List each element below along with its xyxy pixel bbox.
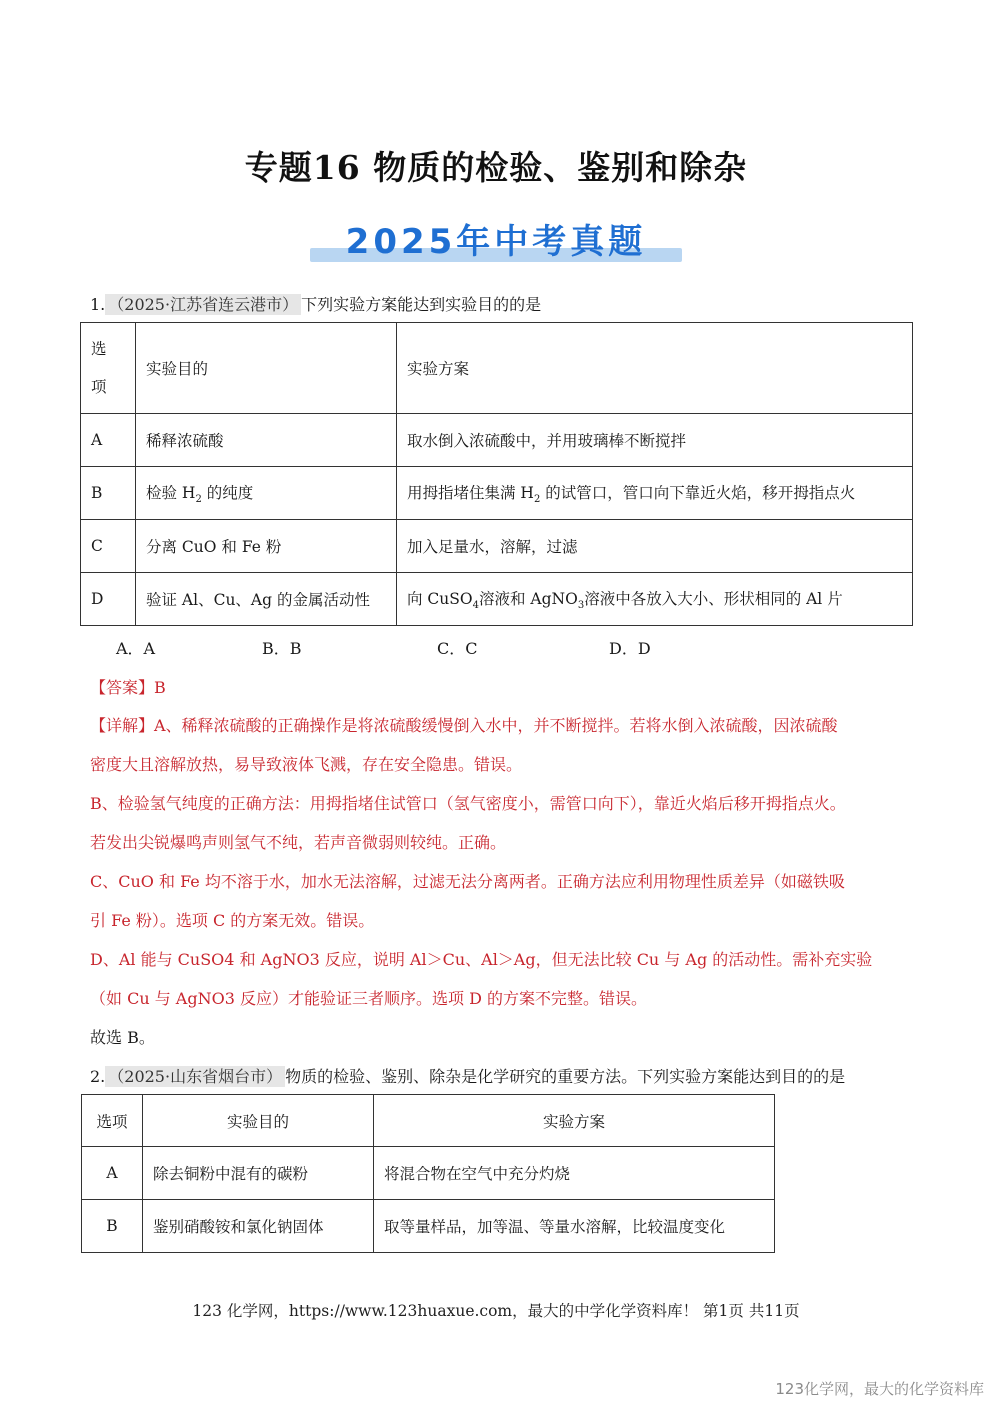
table-header-row [81,323,913,414]
row-option: B [81,467,136,520]
table-row [81,573,913,626]
choice-c: C．C [437,639,478,658]
detail-line: D、Al 能与 CuSO4 和 AgNO3 反应，说明 Al＞Cu、Al＞Ag，但无法比较 Cu 与 Ag 的活动性。需补充实验 [90,950,873,969]
row-plan: 向 CuSO$_4$溶液和 AgNO$_3$溶液中各放入大小、形状相同的 Al 片 [397,573,913,626]
row-plan: 用拇指堵住集满 $H_2$ 的试管口，管口向下靠近火焰，移开拇指点火 [397,467,913,520]
question-1-stem [90,292,541,315]
year-banner [310,214,682,264]
question-text: 物质的检验、鉴别、除杂是化学研究的重要方法。下列实验方案能达到目的的是 [285,1067,846,1086]
row-option: B [82,1200,143,1253]
row-goal: 检验 $H_2$ 的纯度 [136,467,397,520]
detail-line: C、CuO 和 Fe 均不溶于水，加水无法溶解，过滤无法分离两者。正确方法应利用物理性质差异（如磁铁吸 [90,872,845,891]
page-footer: 123 化学网，https://www.123huaxue.com，最大的中学化学资料库！ 第1页 共11页 [192,1302,800,1320]
detail-line: （如 Cu 与 AgNO3 反应）才能验证三者顺序。选项 D 的方案不完整。错误。 [90,989,647,1008]
question-source: （2025·山东省烟台市） [105,1066,285,1087]
header-plan: 实验方案 [374,1095,775,1147]
table-row [81,520,913,573]
row-option: C [81,520,136,573]
row-goal: 稀释浓硫酸 [136,414,397,467]
conclusion-line: 故选 B。 [90,1028,155,1047]
detail-line: 若发出尖锐爆鸣声则氢气不纯，若声音微弱则较纯。正确。 [90,833,507,852]
page-title: 专题16 物质的检验、鉴别和除杂 [244,148,748,187]
detail-line: 密度大且溶解放热，易导致液体飞溅，存在安全隐患。错误。 [90,755,523,774]
choice-d: D．D [609,639,651,658]
question-2-stem [90,1064,845,1087]
row-plan: 取水倒入浓硫酸中，并用玻璃棒不断搅拌 [397,414,913,467]
row-goal: 鉴别硝酸铵和氯化钠固体 [143,1200,374,1253]
detail-line: 【详解】A、稀释浓硫酸的正确操作是将浓硫酸缓慢倒入水中，并不断搅拌。若将水倒入浓硫酸，因浓硫酸 [90,716,838,735]
header-option: 选项 [82,1095,143,1147]
watermark: 123化学网，最大的化学资料库 [775,1380,984,1398]
row-plan: 将混合物在空气中充分灼烧 [374,1147,775,1200]
header-option: 选 项 [81,323,136,414]
header-goal: 实验目的 [136,323,397,414]
question-number: 2. [90,1067,106,1086]
answer-line: 【答案】B [90,678,166,697]
row-plan: 加入足量水，溶解，过滤 [397,520,913,573]
row-goal: 验证 Al、Cu、Ag 的金属活动性 [136,573,397,626]
row-plan: 取等量样品，加等温、等量水溶解，比较温度变化 [374,1200,775,1253]
table-row [81,414,913,467]
question-number: 1. [90,295,106,314]
header-plan: 实验方案 [397,323,913,414]
table-row [81,467,913,520]
choice-b: B．B [262,639,302,658]
header-goal: 实验目的 [143,1095,374,1147]
row-option: D [81,573,136,626]
table-row [82,1200,775,1253]
table-header-row [82,1095,775,1147]
question-text: 下列实验方案能达到实验目的的是 [301,295,542,314]
row-option: A [81,414,136,467]
banner-text: 2025年中考真题 [345,222,647,262]
row-option: A [82,1147,143,1200]
row-goal: 分离 CuO 和 Fe 粉 [136,520,397,573]
row-goal: 除去铜粉中混有的碳粉 [143,1147,374,1200]
detail-line: 引 Fe 粉）。选项 C 的方案无效。错误。 [90,911,375,930]
detail-line: B、检验氢气纯度的正确方法：用拇指堵住试管口（氢气密度小，需管口向下），靠近火焰后移开拇指点火。 [90,794,846,813]
question-2-table [81,1094,775,1253]
question-source: （2025·江苏省连云港市） [105,294,301,315]
question-1-table [80,322,913,626]
choice-a: A．A [116,639,156,658]
table-row [82,1147,775,1200]
